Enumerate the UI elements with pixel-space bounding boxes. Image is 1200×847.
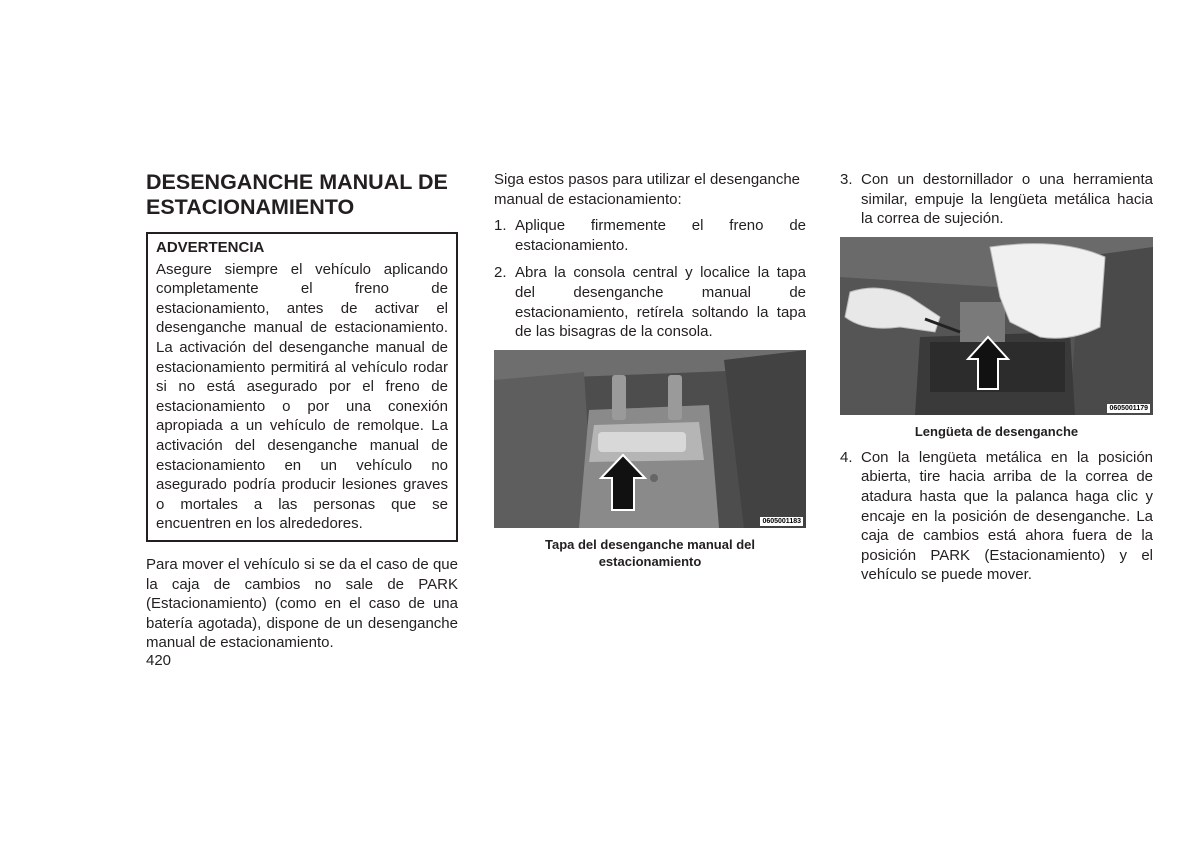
release-tab-photo bbox=[840, 237, 1153, 415]
step-item bbox=[494, 263, 806, 341]
step-number: 2. bbox=[494, 264, 507, 282]
step-text: Aplique firmemente el freno de estacionamiento. bbox=[515, 217, 806, 254]
figure-caption: Tapa del desenganche manual del estacionamiento bbox=[545, 536, 755, 569]
step-item bbox=[494, 216, 806, 255]
page-number: 420 bbox=[146, 652, 172, 669]
steps-intro: Siga estos pasos para utilizar el desenganche manual de estacionamiento: bbox=[494, 171, 801, 208]
console-cover-photo bbox=[494, 350, 806, 528]
warning-body: Asegure siempre el vehículo aplicando completamente el freno de estacionamiento, antes de activar el desenganche manual de estacionamiento. La activación del desenganche manual de estacionamiento permitirá al vehículo rodar si no está asegurado por el freno de estacionamiento o por una conexión apropiada a un vehículo de remolque. La activación del desenganche manual de estacionamiento en un vehículo no asegurado podría producir lesiones graves o mortales a las personas que se encuentren en los alrededores. bbox=[156, 260, 448, 533]
step-item bbox=[840, 170, 1153, 229]
section-title-line1: DESENGANCHE MANUAL DE bbox=[146, 170, 448, 194]
figure-caption: Lengüeta de desenganche bbox=[914, 423, 1079, 439]
right-column bbox=[840, 170, 1153, 593]
steps-list-b bbox=[840, 170, 1153, 229]
warning-box bbox=[146, 232, 458, 542]
intro-paragraph: Para mover el vehículo si se da el caso de que la caja de cambios no sale de PARK (Estacionamiento) (como en el caso de una batería agotada), dispone de un desenganche manual de estacionamiento. bbox=[146, 555, 458, 652]
step-item bbox=[840, 448, 1153, 585]
section-title-line2: ESTACIONAMIENTO bbox=[146, 195, 355, 219]
console-cover-illustration bbox=[494, 350, 806, 528]
step-number: 4. bbox=[840, 448, 853, 466]
step-text: Abra la consola central y localice la tapa del desenganche manual de estacionamiento, retírela soltando la tapa de las bisagras de la consola. bbox=[515, 264, 806, 341]
left-column bbox=[146, 170, 458, 653]
step-text: Con un destornillador o una herramienta similar, empuje la lengüeta metálica hacia la correa de sujeción. bbox=[861, 171, 1153, 228]
steps-list-a bbox=[494, 216, 806, 342]
figure-code: 0605001183 bbox=[762, 517, 801, 525]
step-number: 1. bbox=[494, 217, 507, 235]
middle-column bbox=[494, 170, 806, 570]
step-number: 3. bbox=[840, 171, 853, 188]
step-text: Con la lengüeta metálica en la posición abierta, tire hacia arriba de la correa de atadura hasta que la palanca haga clic y encaje en la posición de desenganche. La caja de cambios está ahora fuera de la posición PARK (Estacionamiento) y el vehículo se puede mover. bbox=[861, 448, 1153, 584]
figure-code: 0605001179 bbox=[1109, 404, 1148, 412]
section-title bbox=[146, 170, 458, 220]
warning-title: ADVERTENCIA bbox=[156, 239, 265, 256]
release-tab-illustration bbox=[840, 237, 1153, 415]
steps-list-c bbox=[840, 448, 1153, 585]
